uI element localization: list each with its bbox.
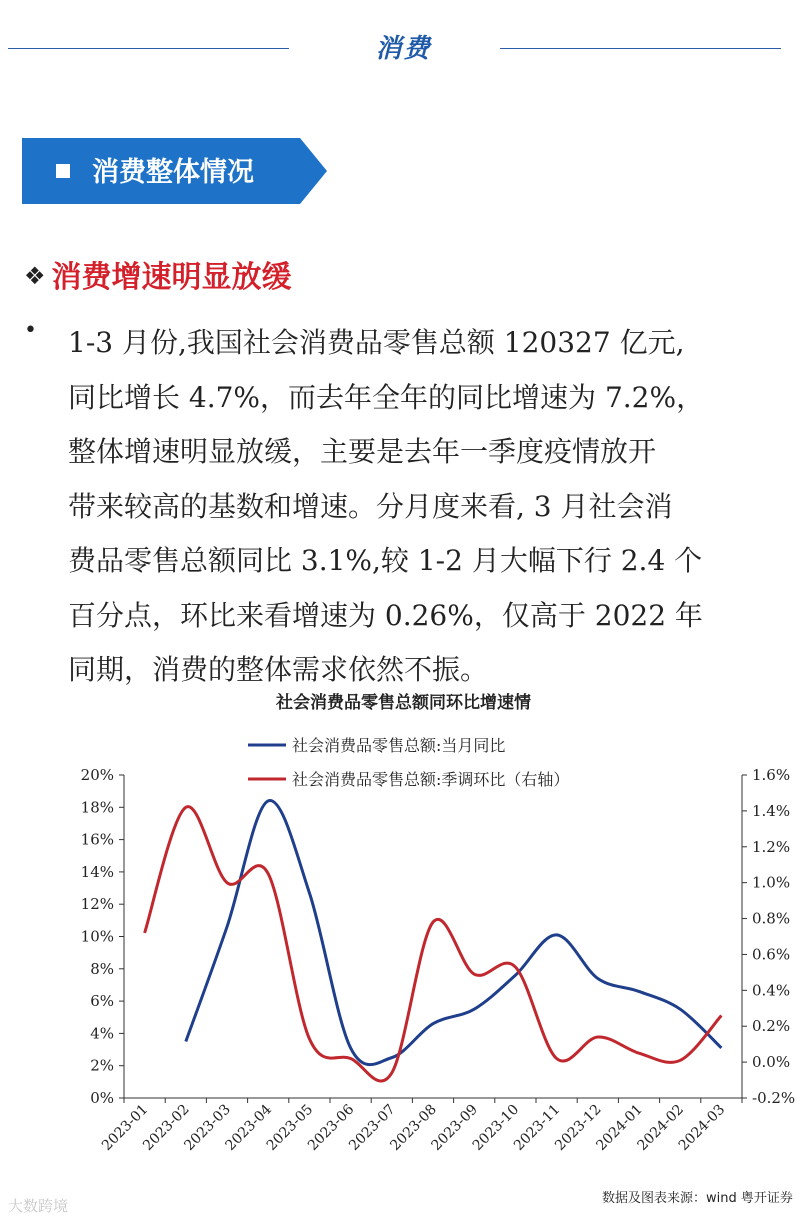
right-tick-label: 0.4% [752,981,791,1000]
series-line-1 [186,800,722,1064]
left-tick-label: 14% [80,862,114,881]
x-tick-label: 2023-12 [552,1101,605,1154]
paragraph-line: 整体增速明显放缓，主要是去年一季度疫情放开 [68,435,657,468]
x-tick-label: 2023-06 [304,1101,358,1154]
legend-label-1: 社会消费品零售总额:当月同比 [292,736,506,755]
body-paragraph [68,316,788,698]
sub-heading [24,252,292,296]
x-tick-label: 2023-10 [469,1101,523,1154]
left-tick-label: 2% [90,1056,114,1075]
chart-title: 社会消费品零售总额同环比增速情 [276,693,531,713]
paragraph-line: 带来较高的基数和增速。分月度来看, 3 月社会消 [68,489,673,523]
right-tick-label: 0.6% [752,945,791,964]
left-tick-label: 12% [80,895,114,914]
left-tick-label: 6% [90,992,114,1011]
x-tick-label: 2024-03 [675,1101,729,1154]
left-tick-label: 20% [80,766,114,784]
right-tick-label: 0.2% [752,1017,791,1036]
x-tick-label: 2023-11 [510,1101,564,1154]
left-tick-label: 8% [90,959,114,978]
left-tick-label: 10% [80,927,114,946]
legend-label-2: 社会消费品零售总额:季调环比（右轴） [292,770,570,789]
left-tick-label: 18% [80,798,114,817]
line-chart [0,720,807,1220]
paragraph-line: 同期，消费的整体需求依然不振。 [68,653,489,686]
bullet-icon: • [24,318,37,343]
left-tick-label: 4% [90,1024,114,1043]
paragraph-line: 百分点，环比来看增速为 0.26%，仅高于 2022 年 [68,598,703,632]
x-tick-label: 2023-07 [346,1101,399,1154]
x-tick-label: 2024-02 [634,1101,688,1154]
paragraph-line: 1-3 月份,我国社会消费品零售总额 120327 亿元, [68,326,685,359]
series-line-2 [145,807,722,1081]
x-tick-label: 2023-05 [263,1101,317,1154]
right-tick-label: 1.2% [752,837,791,856]
section-label: 消费整体情况 [92,157,254,188]
square-icon [56,164,70,178]
x-tick-label: 2023-04 [222,1101,276,1154]
diamond-icon: ❖ [24,262,46,290]
sub-heading-text: 消费增速明显放缓 [51,260,292,295]
right-tick-label: 1.0% [752,873,791,892]
page-title: 消费 [375,34,432,64]
x-tick-label: 2023-02 [140,1101,193,1154]
left-tick-label: 16% [80,830,114,849]
x-tick-label: 2023-01 [98,1101,152,1154]
paragraph-line: 同比增长 4.7%，而去年全年的同比增速为 7.2%， [68,380,705,414]
x-tick-label: 2024-01 [593,1101,646,1154]
x-tick-label: 2023-08 [387,1101,440,1154]
x-tick-label: 2023-03 [181,1101,234,1154]
right-tick-label: 0.8% [752,909,791,928]
right-tick-label: 0.0% [752,1053,791,1072]
right-tick-label: 1.6% [752,766,791,784]
left-tick-label: 0% [90,1089,114,1107]
paragraph-line: 费品零售总额同比 3.1%,较 1-2 月大幅下行 2.4 个 [68,544,703,577]
x-tick-label: 2023-09 [428,1101,482,1154]
right-tick-label: -0.2% [752,1089,796,1107]
source-note: 数据及图表来源：wind 粤开证券 [602,1191,793,1206]
right-tick-label: 1.4% [752,801,791,820]
watermark: 大数跨境 [8,1197,69,1215]
